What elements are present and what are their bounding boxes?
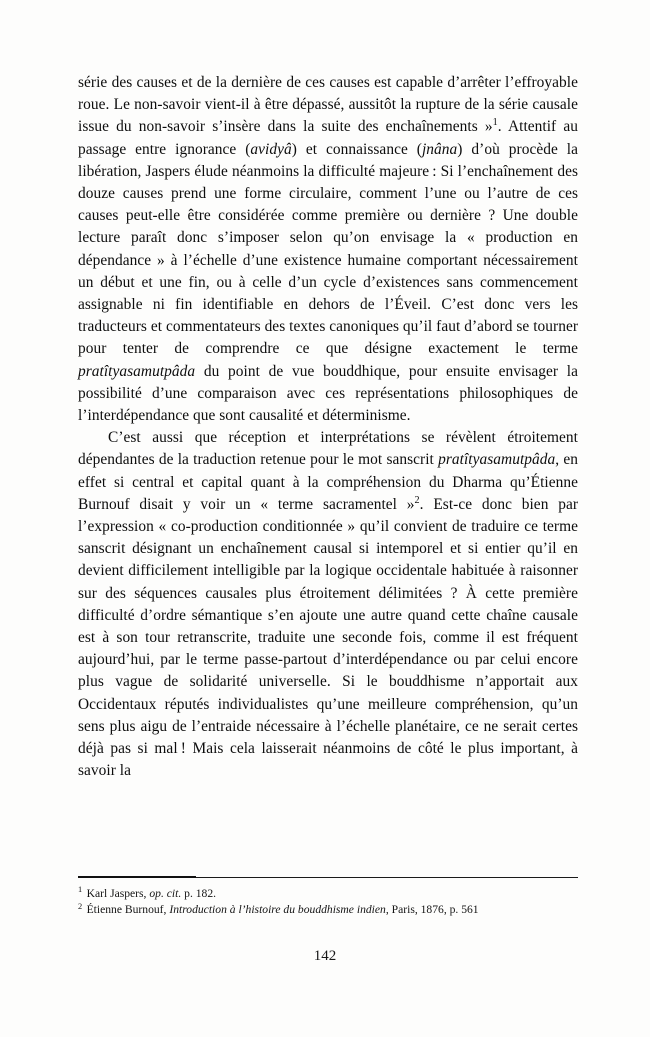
footnote-entry: $^2$ Étienne Burnouf, Introduction à l’histoire du bouddhisme indien, Paris, 1876, p. 561 bbox=[78, 901, 479, 917]
body-paragraph: C’est aussi que réception et interprétations se révèlent étroitement dépendantes de la traduction retenue pour le mot sanscrit pratîtyasamutpâda, en effet si central et capital quant à la compréhension du Dharma qu’Étienne Burnouf disait y voir un « terme sacramentel »$^2$. Est-ce donc bien par l’expression « co-production conditionnée » qu’il convient de traduire ce terme sanscrit désignant un enchaînement causal si intemporel et si entier qu’il en devient difficilement intelligible par la logique occidentale habituée à raisonner sur des séquences causales plus étroitement délimitées ? À cette première difficulté d’ordre sémantique s’en ajoute une autre quand cette chaîne causale est à son tour retranscrite, traduite une seconde fois, comme il est fréquent aujourd’hui, par le terme passe-partout d’interdépendance ou par celui encore plus vague de solidarité universelle. Si le bouddhisme n’apportait aux Occidentaux réputés individualistes qu’une meilleure compréhension, qu’un sens plus aigu de l’entraide nécessaire à l’échelle planétaire, ce ne serait certes déjà pas si mal ! Mais cela laisserait néanmoins de côté le plus important, à savoir la bbox=[78, 429, 579, 780]
body-text-block bbox=[78, 72, 578, 783]
page-number: 142 bbox=[313, 948, 337, 964]
footnote-entry: $^1$ Karl Jaspers, op. cit. p. 182. bbox=[78, 885, 217, 900]
footnote-separator-rule bbox=[78, 877, 578, 878]
body-paragraph: série des causes et de la dernière de ces causes est capable d’arrêter l’effroyable roue. Le non-savoir vient-il à être dépassé, aussitôt la rupture de la série causale issue du non-savoir s’insère dans la suite des enchaînements »$^1$. Attentif au passage entre ignorance (avidyâ) et connaissance (jnâna) d’où procède la libération, Jaspers élude néanmoins la difficulté majeure : Si l’enchaînement des douze causes prend une forme circulaire, comment l’une ou l’autre de ces causes peut-elle être considérée comme première ou dernière ? Une double lecture paraît donc s’imposer selon qu’on envisage la « production en dépendance » à l’échelle d’une existence humaine comportant nécessairement un début et une fin, ou à celle d’un cycle d’existences sans commencement assignable ni fin identifiable en dehors de l’Éveil. C’est donc vers les traducteurs et commentateurs des textes canoniques qu’il faut d’abord se tourner pour tenter de comprendre ce que désigne exactement le terme pratîtyasamutpâda du point de vue bouddhique, pour ensuite envisager la possibilité d’une comparaison avec ces représentations philosophiques de l’interdépendance que sont causalité et déterminisme. bbox=[78, 74, 579, 425]
footnote-block bbox=[78, 886, 583, 919]
